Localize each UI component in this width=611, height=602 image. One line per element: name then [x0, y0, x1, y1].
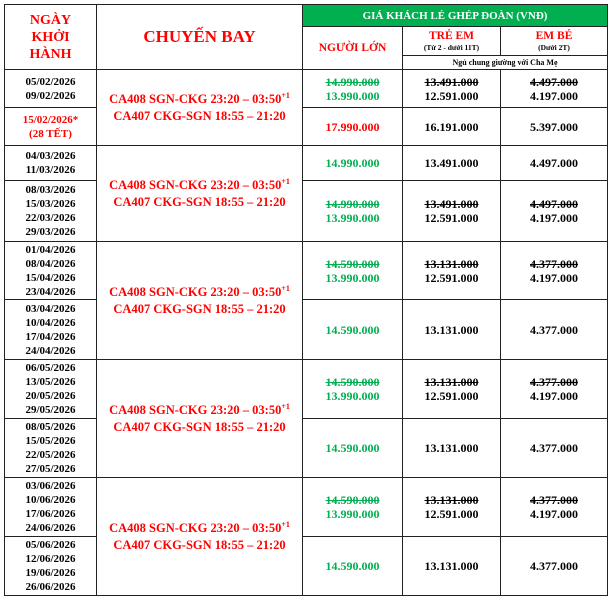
date-item: 05/06/2026	[25, 539, 76, 551]
header-baby-cell	[501, 27, 608, 56]
adult-price-cell	[303, 181, 403, 242]
date-item: 09/02/2026	[25, 89, 76, 102]
header-note: Ngủ chung giường với Cha Mẹ	[403, 56, 608, 70]
date-item: 22/05/2026	[25, 449, 76, 461]
adult-price: 14.990.000	[303, 146, 403, 181]
header-child-sub: (Từ 2 - dưới 11T)	[423, 43, 480, 52]
date-item: 15/05/2026	[25, 435, 76, 447]
flight-return: CA407 CKG-SGN 18:55 – 21:20	[113, 419, 286, 434]
child-old-price: 13.131.000	[424, 493, 479, 507]
date-item: 17/06/2026	[25, 508, 76, 520]
adult-old-price: 14.990.000	[325, 74, 380, 89]
dates-cell	[5, 419, 97, 478]
flight-cell	[97, 242, 303, 360]
flight-outbound: CA408 SGN-CKG 23:20 – $03:50^{+1}$	[109, 519, 290, 535]
child-price-cell	[403, 181, 501, 242]
baby-price: 4.197.000	[530, 270, 578, 285]
date-item: 03/06/2026	[25, 480, 76, 492]
date-item: 17/04/2026	[25, 330, 76, 343]
adult-price: 17.990.000	[303, 108, 403, 146]
adult-price: 13.990.000	[325, 270, 380, 285]
date-item: 24/04/2026	[25, 344, 76, 357]
baby-price-cell	[501, 242, 608, 300]
date-item: 19/06/2026	[25, 567, 76, 579]
adult-price: 14.590.000	[303, 537, 403, 596]
adult-price: 13.990.000	[325, 389, 380, 403]
baby-price-cell	[501, 181, 608, 242]
child-price: 13.131.000	[403, 419, 501, 478]
dates-cell	[5, 181, 97, 242]
adult-price-cell	[303, 360, 403, 419]
child-price: 12.591.000	[424, 389, 479, 403]
baby-price-cell	[501, 70, 608, 108]
header-price-group: GIÁ KHÁCH LẺ GHÉP ĐOÀN (VNĐ)	[303, 5, 608, 27]
flight-return: CA407 CKG-SGN 18:55 – 21:20	[113, 108, 286, 123]
baby-old-price: 4.377.000	[530, 375, 578, 389]
adult-price-cell	[303, 70, 403, 108]
date-item: 24/06/2026	[25, 522, 76, 534]
header-child: TRẺ EM	[428, 30, 475, 42]
baby-old-price: 4.377.000	[530, 493, 578, 507]
baby-old-price: 4.497.000	[530, 74, 578, 89]
dates-cell	[5, 242, 97, 300]
baby-price-cell	[501, 478, 608, 537]
date-item: 05/02/2026	[25, 75, 76, 88]
date-item: 15/02/2026*	[22, 113, 79, 126]
date-item: 29/03/2026	[25, 226, 76, 238]
baby-price: 4.197.000	[530, 88, 578, 103]
child-price-cell	[403, 70, 501, 108]
child-price: 12.591.000	[424, 270, 479, 285]
child-price-cell	[403, 360, 501, 419]
tour-price-table	[4, 4, 608, 596]
flight-return: CA407 CKG-SGN 18:55 – 21:20	[113, 537, 286, 552]
child-price-cell	[403, 242, 501, 300]
adult-price: 13.990.000	[325, 507, 380, 521]
header-date-line-2: KHỞI	[31, 29, 70, 45]
child-old-price: 13.131.000	[424, 256, 479, 271]
dates-cell	[5, 478, 97, 537]
header-adult: NGƯỜI LỚN	[303, 27, 403, 70]
dates-cell	[5, 537, 97, 596]
date-item: 27/05/2026	[25, 463, 76, 475]
date-item: 08/04/2026	[25, 257, 76, 270]
date-item: 01/04/2026	[25, 243, 76, 256]
baby-price: 4.377.000	[501, 300, 608, 360]
adult-old-price: 14.590.000	[325, 493, 380, 507]
dates-cell	[5, 108, 97, 146]
header-date-cell	[5, 5, 97, 70]
date-item: 26/06/2026	[25, 581, 76, 593]
baby-price-cell	[501, 360, 608, 419]
flight-cell	[97, 478, 303, 596]
adult-old-price: 14.990.000	[325, 197, 380, 211]
adult-old-price: 14.590.000	[325, 256, 380, 271]
flight-return: CA407 CKG-SGN 18:55 – 21:20	[113, 194, 286, 209]
flight-outbound: CA408 SGN-CKG 23:20 – $03:50^{+1}$	[109, 90, 290, 106]
baby-price: 4.197.000	[530, 211, 578, 225]
header-flight: CHUYẾN BAY	[97, 5, 303, 70]
date-item: 08/03/2026	[25, 184, 76, 196]
date-item: 10/06/2026	[25, 494, 76, 506]
flight-outbound: CA408 SGN-CKG 23:20 – $03:50^{+1}$	[109, 283, 290, 299]
adult-price-cell	[303, 478, 403, 537]
child-old-price: 13.491.000	[424, 197, 479, 211]
date-item: 08/05/2026	[25, 421, 76, 433]
dates-cell	[5, 146, 97, 181]
baby-price: 5.397.000	[501, 108, 608, 146]
adult-price: 14.590.000	[303, 419, 403, 478]
child-price-cell	[403, 478, 501, 537]
flight-cell	[97, 146, 303, 242]
header-child-cell	[403, 27, 501, 56]
flight-outbound: CA408 SGN-CKG 23:20 – $03:50^{+1}$	[109, 176, 290, 192]
child-price: 16.191.000	[403, 108, 501, 146]
flight-return: CA407 CKG-SGN 18:55 – 21:20	[113, 301, 286, 316]
child-price: 12.591.000	[424, 507, 479, 521]
flight-cell	[97, 70, 303, 146]
child-price: 13.131.000	[403, 300, 501, 360]
child-old-price: 13.131.000	[424, 375, 479, 389]
date-item: 04/03/2026	[25, 150, 76, 162]
adult-price: 13.990.000	[325, 211, 380, 225]
child-old-price: 13.491.000	[424, 74, 479, 89]
date-item: 22/03/2026	[25, 212, 76, 224]
baby-price: 4.497.000	[501, 146, 608, 181]
baby-price: 4.377.000	[501, 419, 608, 478]
child-price: 12.591.000	[424, 211, 479, 225]
adult-price: 14.590.000	[303, 300, 403, 360]
adult-price-cell	[303, 242, 403, 300]
date-item: 15/04/2026	[25, 271, 76, 284]
price-table-wrapper	[4, 4, 608, 596]
child-price: 13.131.000	[403, 537, 501, 596]
date-item: 13/05/2026	[25, 376, 76, 388]
dates-cell	[5, 300, 97, 360]
adult-price: 13.990.000	[325, 88, 380, 103]
header-date-line-1: NGÀY	[29, 12, 72, 28]
date-item: 10/04/2026	[25, 316, 76, 329]
baby-price: 4.197.000	[530, 507, 578, 521]
adult-old-price: 14.590.000	[325, 375, 380, 389]
date-item: 11/03/2026	[25, 164, 76, 176]
baby-old-price: 4.497.000	[530, 197, 578, 211]
date-item: 03/04/2026	[25, 302, 76, 315]
dates-cell	[5, 360, 97, 419]
flight-outbound: CA408 SGN-CKG 23:20 – $03:50^{+1}$	[109, 401, 290, 417]
date-item: 20/05/2026	[25, 390, 76, 402]
header-baby-sub: (Dưới 2T)	[538, 43, 570, 52]
flight-cell	[97, 360, 303, 478]
date-item: 23/04/2026	[25, 285, 76, 298]
dates-cell	[5, 70, 97, 108]
date-item: 12/06/2026	[25, 553, 76, 565]
date-item: 15/03/2026	[25, 198, 76, 210]
date-item: 29/05/2026	[25, 404, 76, 416]
date-item: 06/05/2026	[25, 362, 76, 374]
baby-price: 4.377.000	[501, 537, 608, 596]
date-item: (28 TẾT)	[29, 127, 72, 140]
child-price: 13.491.000	[403, 146, 501, 181]
header-baby: EM BÉ	[535, 30, 573, 42]
child-price: 12.591.000	[424, 88, 479, 103]
header-date-line-3: HÀNH	[29, 46, 72, 62]
baby-price: 4.197.000	[530, 389, 578, 403]
baby-old-price: 4.377.000	[530, 256, 578, 271]
